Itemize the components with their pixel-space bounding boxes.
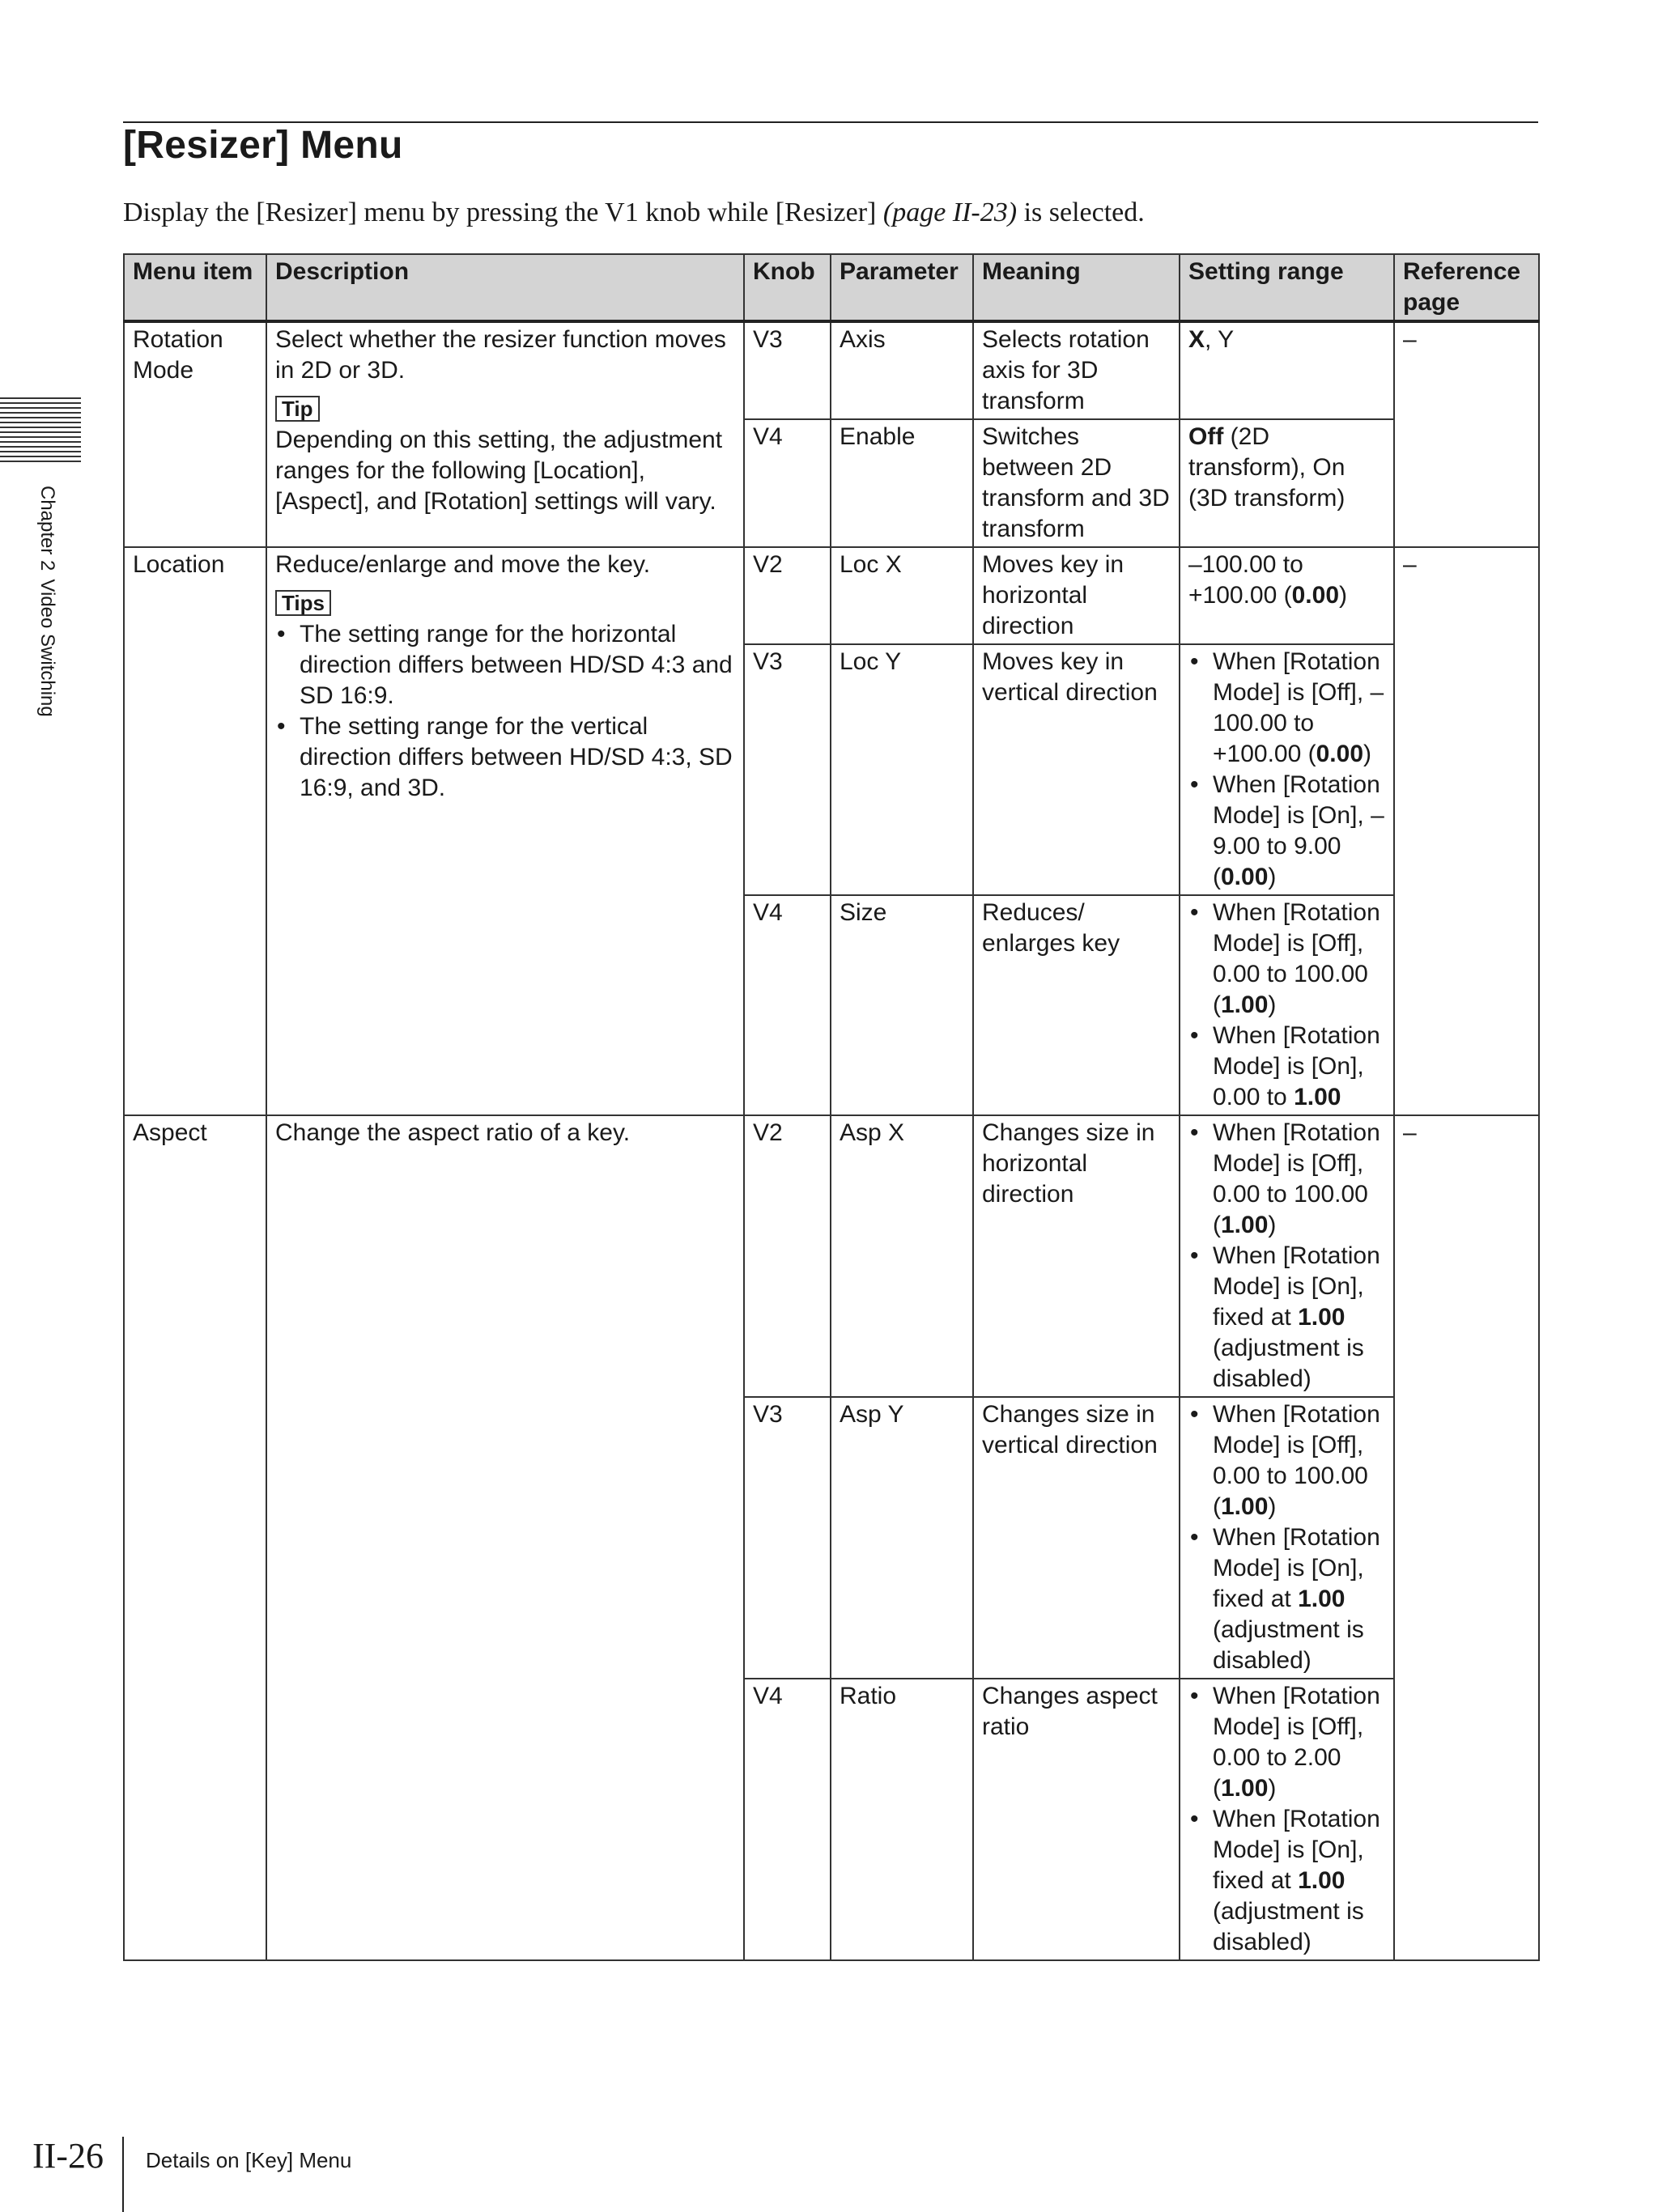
setting-range-cell — [1180, 1679, 1394, 1960]
section-label: Video Switching — [36, 579, 58, 717]
setting-range-cell — [1180, 321, 1394, 419]
reference-page-cell: – — [1394, 1115, 1539, 1960]
default-value: 1.00 — [1221, 1493, 1269, 1520]
range-off-text: When [Rotation Mode] is [Off], 0.00 to 2.00 ( — [1213, 1683, 1380, 1802]
meaning-cell: Reduces/ enlarges key — [973, 895, 1180, 1115]
range-text: (2D transform), On (3D transform) — [1188, 423, 1346, 512]
range-on-text: When [Rotation Mode] is [On], 0.00 to — [1213, 1022, 1380, 1110]
list-item: • The setting range for the vertical direction differs between HD/SD 4:3, SD 16:9, and 3D. — [275, 711, 735, 804]
range-off-text: When [Rotation Mode] is [Off], 0.00 to 100.00 ( — [1213, 1401, 1380, 1520]
default-value: X — [1188, 326, 1205, 353]
parameter-cell: Loc Y — [831, 644, 973, 895]
range-off-text: When [Rotation Mode] is [Off], 0.00 to 100.00 ( — [1213, 899, 1380, 1018]
parameter-cell: Asp Y — [831, 1397, 973, 1679]
default-value: 1.00 — [1221, 1212, 1269, 1238]
description-aspect: Change the aspect ratio of a key. — [266, 1115, 744, 1960]
table-row — [124, 321, 1539, 419]
range-list — [1188, 1118, 1385, 1395]
setting-range-cell — [1180, 895, 1394, 1115]
meaning-cell: Switches between 2D transform and 3D transform — [973, 419, 1180, 547]
chapter-label: Chapter 2 — [36, 486, 58, 571]
header-setting-range: Setting range — [1180, 254, 1394, 321]
default-value: 0.00 — [1316, 741, 1363, 767]
knob-cell: V4 — [744, 1679, 831, 1960]
chapter-side-label — [36, 486, 58, 725]
range-off-text: When [Rotation Mode] is [Off], 0.00 to 100.00 ( — [1213, 1119, 1380, 1238]
range-list — [1188, 1681, 1385, 1958]
default-value: Off — [1188, 423, 1224, 450]
knob-cell: V2 — [744, 1115, 831, 1397]
tip-text: Depending on this setting, the adjustment ranges for the following [Location], [Aspect], and [Rotation] settings will vary. — [275, 427, 723, 515]
default-value: 1.00 — [1298, 1304, 1346, 1331]
intro-text: Display the [Resizer] menu by pressing the V1 knob while [Resizer] — [123, 197, 883, 227]
description-location — [266, 547, 744, 1115]
header-meaning: Meaning — [973, 254, 1180, 321]
range-on-text: When [Rotation Mode] is [On], fixed at — [1213, 1524, 1380, 1612]
reference-page-cell: – — [1394, 547, 1539, 1115]
range-text: –100.00 to +100.00 ( — [1188, 551, 1303, 609]
knob-cell: V2 — [744, 547, 831, 644]
default-value: 1.00 — [1221, 1775, 1269, 1802]
setting-range-cell — [1180, 644, 1394, 895]
setting-range-cell — [1180, 547, 1394, 644]
parameter-cell: Enable — [831, 419, 973, 547]
parameter-cell: Axis — [831, 321, 973, 419]
range-off-end: ) — [1363, 741, 1371, 767]
description-text: Select whether the resizer function moves in 2D or 3D. — [275, 326, 726, 384]
list-item — [1188, 1399, 1385, 1522]
list-item — [1188, 1118, 1385, 1241]
parameter-cell: Size — [831, 895, 973, 1115]
default-value: 0.00 — [1291, 582, 1339, 609]
list-item — [1188, 1804, 1385, 1958]
list-item — [1188, 1241, 1385, 1395]
chapter-tab-marker — [0, 397, 81, 465]
range-list — [1188, 1399, 1385, 1676]
page-number: II-26 — [32, 2136, 104, 2176]
menu-item-aspect: Aspect — [124, 1115, 266, 1960]
list-item — [1188, 1681, 1385, 1804]
intro-page-ref: (page II-23) — [882, 197, 1018, 227]
reference-page-cell: – — [1394, 321, 1539, 547]
meaning-cell: Changes aspect ratio — [973, 1679, 1180, 1960]
default-value: 1.00 — [1294, 1084, 1341, 1110]
footer-section-title: Details on [Key] Menu — [146, 2148, 352, 2172]
list-item — [1188, 647, 1385, 770]
intro-text-end: is selected. — [1017, 197, 1145, 227]
page-title: [Resizer] Menu — [123, 124, 403, 167]
knob-cell: V4 — [744, 895, 831, 1115]
header-knob: Knob — [744, 254, 831, 321]
range-text: , Y — [1205, 326, 1235, 353]
default-value: 1.00 — [1221, 991, 1269, 1018]
table-row — [124, 1115, 1539, 1397]
footer-divider — [122, 2137, 124, 2212]
header-parameter: Parameter — [831, 254, 973, 321]
range-off-end: ) — [1268, 1212, 1277, 1238]
menu-item-rotation-mode: Rotation Mode — [124, 321, 266, 547]
header-menu-item: Menu item — [124, 254, 266, 321]
range-on-text: When [Rotation Mode] is [On], fixed at — [1213, 1242, 1380, 1331]
parameter-cell: Loc X — [831, 547, 973, 644]
list-item — [1188, 770, 1385, 893]
tips-list — [275, 619, 735, 804]
knob-cell: V3 — [744, 321, 831, 419]
list-item — [1188, 1021, 1385, 1113]
range-on-text: When [Rotation Mode] is [On], –9.00 to 9.00 ( — [1213, 771, 1384, 890]
description-rotation-mode — [266, 321, 744, 547]
knob-cell: V3 — [744, 644, 831, 895]
header-reference-page: Reference page — [1394, 254, 1539, 321]
description-text: Reduce/enlarge and move the key. — [275, 551, 651, 578]
range-text-end: ) — [1339, 582, 1347, 609]
range-on-end: (adjustment is disabled) — [1213, 1616, 1364, 1674]
table-row — [124, 547, 1539, 644]
header-description: Description — [266, 254, 744, 321]
list-item — [1188, 898, 1385, 1021]
knob-cell: V3 — [744, 1397, 831, 1679]
range-list — [1188, 898, 1385, 1113]
range-on-end: (adjustment is disabled) — [1213, 1335, 1364, 1392]
default-value: 0.00 — [1221, 864, 1269, 890]
meaning-cell: Moves key in vertical direction — [973, 644, 1180, 895]
parameter-cell: Asp X — [831, 1115, 973, 1397]
meaning-cell: Moves key in horizontal direction — [973, 547, 1180, 644]
range-on-end: (adjustment is disabled) — [1213, 1898, 1364, 1955]
setting-range-cell — [1180, 1397, 1394, 1679]
meaning-cell: Selects rotation axis for 3D transform — [973, 321, 1180, 419]
menu-item-location: Location — [124, 547, 266, 1115]
range-on-text: When [Rotation Mode] is [On], fixed at — [1213, 1806, 1380, 1894]
default-value: 1.00 — [1298, 1867, 1346, 1894]
range-off-end: ) — [1268, 991, 1277, 1018]
tip-label: Tip — [275, 396, 320, 422]
resizer-menu-table — [123, 253, 1540, 1961]
meaning-cell: Changes size in vertical direction — [973, 1397, 1180, 1679]
range-off-text: When [Rotation Mode] is [Off], –100.00 to +100.00 ( — [1213, 648, 1384, 767]
table-header-row — [124, 254, 1539, 321]
tips-label: Tips — [275, 590, 331, 616]
range-list — [1188, 647, 1385, 893]
intro-paragraph — [123, 197, 1145, 228]
list-item: • The setting range for the horizontal direction differs between HD/SD 4:3 and SD 16:9. — [275, 619, 735, 711]
range-off-end: ) — [1268, 1775, 1277, 1802]
parameter-cell: Ratio — [831, 1679, 973, 1960]
list-item — [1188, 1522, 1385, 1676]
range-off-end: ) — [1268, 1493, 1277, 1520]
meaning-cell: Changes size in horizontal direction — [973, 1115, 1180, 1397]
range-on-end: ) — [1268, 864, 1277, 890]
setting-range-cell — [1180, 419, 1394, 547]
knob-cell: V4 — [744, 419, 831, 547]
setting-range-cell — [1180, 1115, 1394, 1397]
default-value: 1.00 — [1298, 1586, 1346, 1612]
